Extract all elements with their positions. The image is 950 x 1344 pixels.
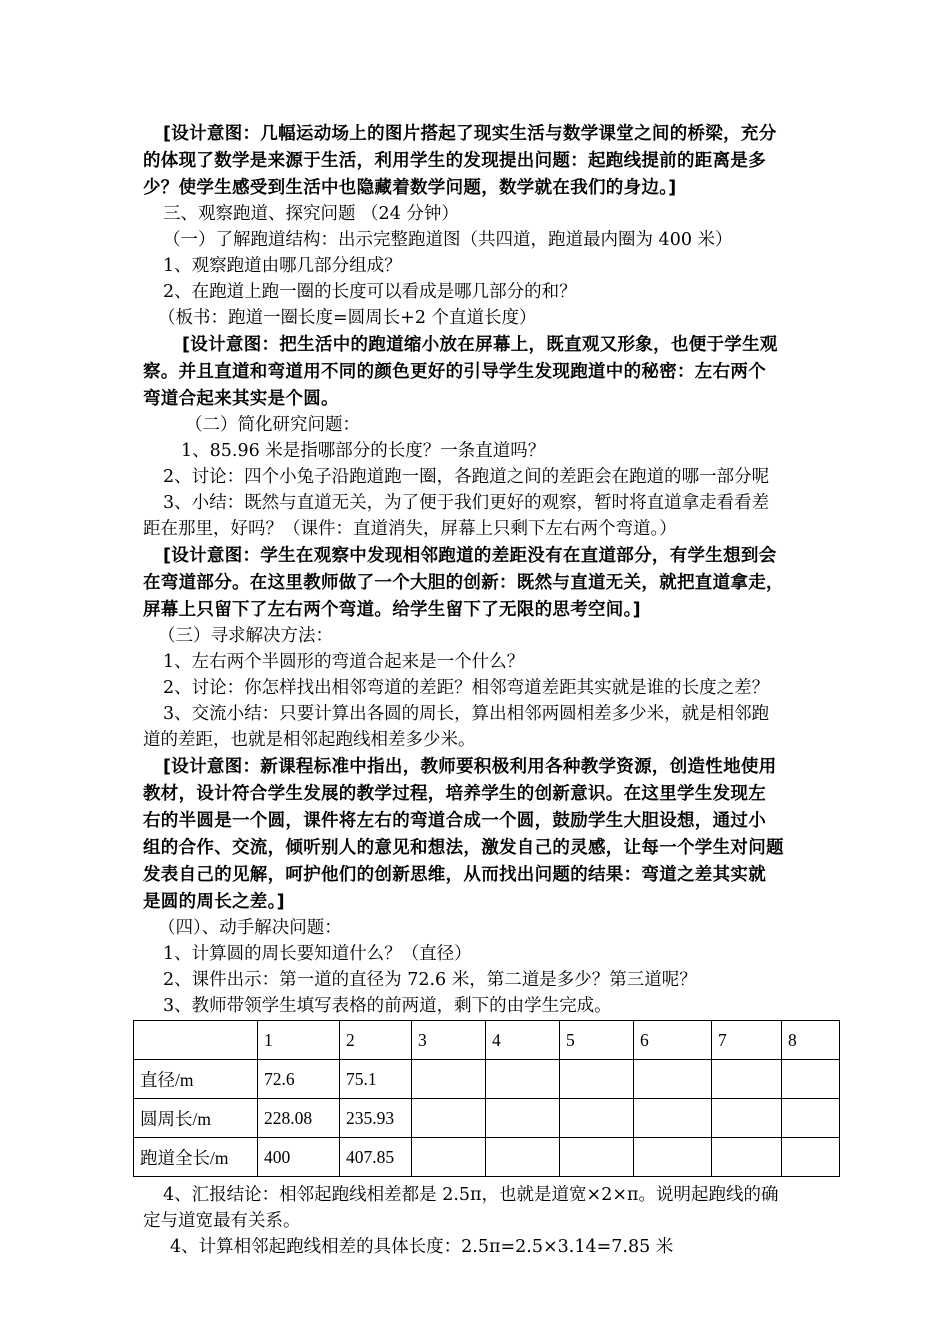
table-cell: 400: [258, 1138, 340, 1177]
table-cell: 直径/m: [134, 1060, 258, 1099]
subsection-heading: （四）、动手解决问题：: [158, 918, 342, 938]
text-line: 的体现了数学是来源于生活，利用学生的发现提出问题：起跑线提前的距离是多: [143, 151, 766, 171]
text-line: 3、教师带领学生填写表格的前两道，剩下的由学生完成。: [163, 996, 612, 1016]
text-line: [设计意图：学生在观察中发现相邻跑道的差距没有在直道部分，有学生想到会: [163, 546, 777, 566]
text-line: 2、课件出示：第一道的直径为 72.6 米，第二道是多少？第三道呢？: [163, 970, 697, 990]
table-cell: 7: [712, 1021, 782, 1060]
table-cell: 5: [560, 1021, 634, 1060]
table-cell: [486, 1060, 560, 1099]
text-line: 道的差距，也就是相邻起跑线相差多少米。: [143, 730, 476, 750]
subsection-heading: （一）了解跑道结构：出示完整跑道图（共四道，跑道最内圈为 400 米）: [163, 230, 733, 250]
table-cell: 3: [412, 1021, 486, 1060]
table-cell: 407.85: [340, 1138, 412, 1177]
text-line: 2、在跑道上跑一圈的长度可以看成是哪几部分的和？: [163, 282, 577, 302]
text-line: [设计意图：几幅运动场上的图片搭起了现实生活与数学课堂之间的桥梁，充分: [163, 124, 777, 144]
text-line: 1、观察跑道由哪几部分组成？: [163, 256, 402, 276]
table-cell: 2: [340, 1021, 412, 1060]
table-cell: [412, 1060, 486, 1099]
text-line: 组的合作、交流，倾听别人的意见和想法，激发自己的灵感，让每一个学生对问题: [143, 838, 784, 858]
table-cell: 8: [782, 1021, 840, 1060]
table-cell: [634, 1060, 712, 1099]
data-table: [133, 1020, 840, 1177]
text-line: 1、85.96 米是指哪部分的长度？一条直道吗？: [181, 441, 546, 461]
text-line: 弯道合起来其实是个圆。: [143, 389, 339, 409]
table-cell: 228.08: [258, 1099, 340, 1138]
text-line: 定与道宽最有关系。: [143, 1211, 301, 1231]
text-line: 3、小结：既然与直道无关，为了便于我们更好的观察，暂时将直道拿走看看差: [163, 493, 770, 513]
text-line: 右的半圆是一个圆，课件将左右的弯道合成一个圆，鼓励学生大胆设想，通过小: [143, 811, 766, 831]
text-line: 教材，设计符合学生发展的教学过程，培养学生的创新意识。在这里学生发现左: [143, 784, 766, 804]
text-line: 3、交流小结：只要计算出各圆的周长，算出相邻两圆相差多少米，就是相邻跑: [163, 704, 770, 724]
table-cell: [134, 1021, 258, 1060]
blackboard-note: （板书：跑道一圈长度=圆周长+2 个直道长度）: [158, 308, 537, 328]
text-line: 1、左右两个半圆形的弯道合起来是一个什么？: [163, 652, 525, 672]
table-cell: 72.6: [258, 1060, 340, 1099]
text-line: 少？使学生感受到生活中也隐藏着数学问题，数学就在我们的身边。]: [143, 178, 677, 198]
table-cell: [486, 1138, 560, 1177]
table-cell: [412, 1138, 486, 1177]
table-cell: [712, 1060, 782, 1099]
table-header-row: [134, 1021, 840, 1060]
subsection-heading: （二）简化研究问题：: [185, 415, 360, 435]
text-line: 发表自己的见解，呵护他们的创新思维，从而找出问题的结果：弯道之差其实就: [143, 865, 766, 885]
table-cell: 4: [486, 1021, 560, 1060]
table-cell: 75.1: [340, 1060, 412, 1099]
table-cell: [782, 1060, 840, 1099]
text-line: [设计意图：新课程标准中指出，教师要积极利用各种教学资源，创造性地使用: [163, 757, 777, 777]
section-heading: 三、观察跑道、探究问题 （24 分钟）: [163, 204, 459, 224]
text-line: 在弯道部分。在这里教师做了一个大胆的创新：既然与直道无关，就把直道拿走，: [143, 573, 784, 593]
table-cell: [412, 1099, 486, 1138]
table-row: [134, 1138, 840, 1177]
table-cell: 1: [258, 1021, 340, 1060]
text-line: 2、讨论：你怎样找出相邻弯道的差距？相邻弯道差距其实就是谁的长度之差？: [163, 678, 770, 698]
text-line: 1、计算圆的周长要知道什么？（直径）: [163, 944, 472, 964]
table-cell: [712, 1138, 782, 1177]
table-cell: [560, 1138, 634, 1177]
text-line: [设计意图：把生活中的跑道缩小放在屏幕上，既直观又形象，也便于学生观: [182, 335, 778, 355]
table-cell: 跑道全长/m: [134, 1138, 258, 1177]
text-line: 4、汇报结论：相邻起跑线相差都是 2.5π，也就是道宽×2×π。说明起跑线的确: [163, 1185, 779, 1205]
table-row: [134, 1099, 840, 1138]
table-cell: 6: [634, 1021, 712, 1060]
text-line: 2、讨论：四个小兔子沿跑道跑一圈，各跑道之间的差距会在跑道的哪一部分呢: [163, 467, 770, 487]
text-line: 4、计算相邻起跑线相差的具体长度：2.5π=2.5×3.14=7.85 米: [170, 1237, 674, 1257]
table-cell: 235.93: [340, 1099, 412, 1138]
table-cell: [782, 1138, 840, 1177]
subsection-heading: （三）寻求解决方法：: [158, 626, 333, 646]
table-row: [134, 1060, 840, 1099]
table-cell: 圆周长/m: [134, 1099, 258, 1138]
text-line: 是圆的周长之差。]: [143, 892, 285, 912]
table-cell: [486, 1099, 560, 1138]
table-cell: [560, 1060, 634, 1099]
table-cell: [712, 1099, 782, 1138]
text-line: 屏幕上只留下了左右两个弯道。给学生留下了无限的思考空间。]: [143, 600, 641, 620]
text-line: 距在那里，好吗？（课件：直道消失，屏幕上只剩下左右两个弯道。）: [143, 519, 677, 539]
table-cell: [634, 1138, 712, 1177]
table-cell: [634, 1099, 712, 1138]
text-line: 察。并且直道和弯道用不同的颜色更好的引导学生发现跑道中的秘密：左右两个: [143, 362, 766, 382]
table-cell: [782, 1099, 840, 1138]
table-cell: [560, 1099, 634, 1138]
